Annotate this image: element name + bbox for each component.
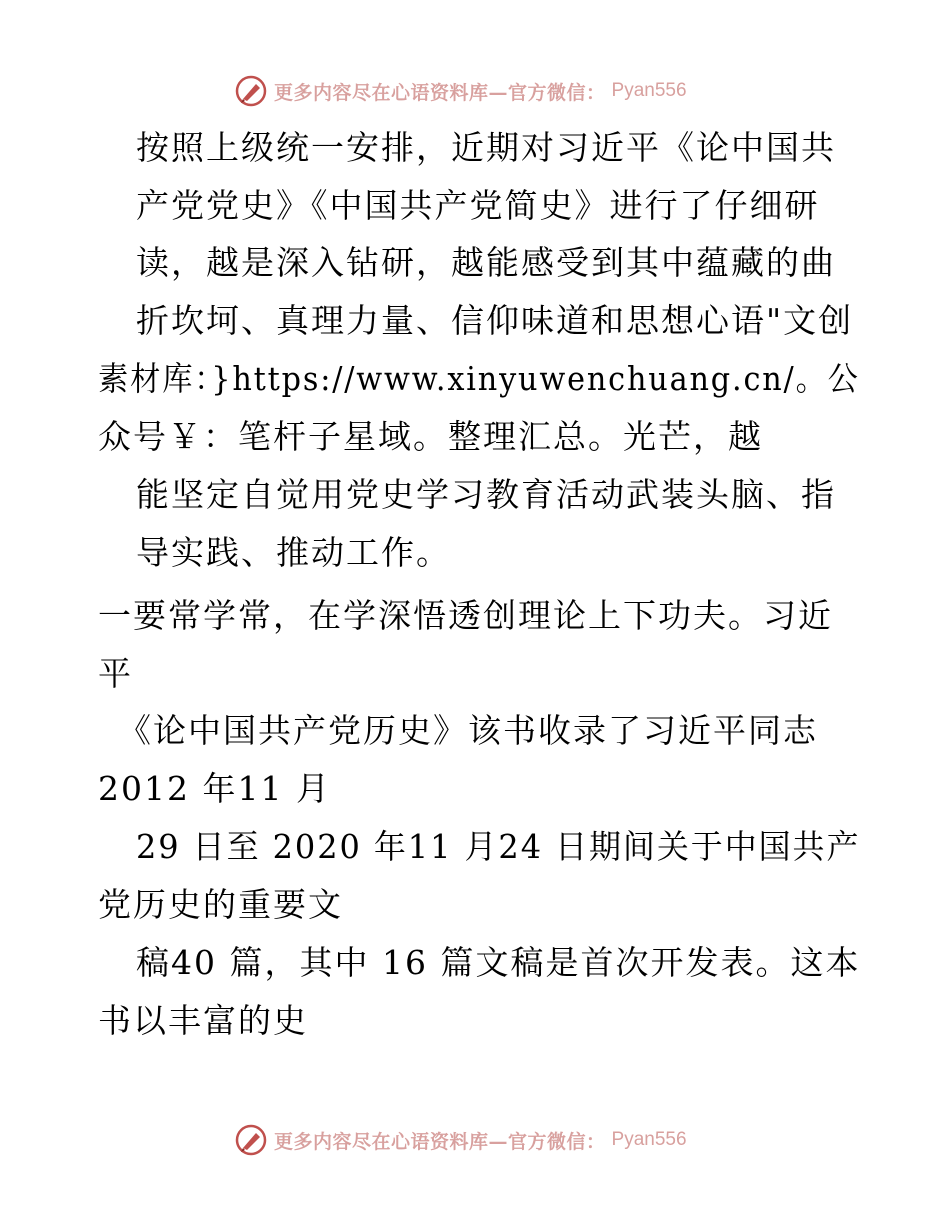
text-line: 书以丰富的史 (98, 1001, 308, 1040)
text-line: 能坚定自觉用党史学习教育活动武装头脑、指 (136, 475, 836, 514)
text-line: 《论中国共产党历史》该书收录了习近平同志 (118, 711, 818, 750)
text-line: 折坎坷、真理力量、信仰味道和思想心语"文创 (136, 301, 854, 340)
footer-watermark (234, 1122, 687, 1158)
pen-logo-icon (234, 1123, 268, 1157)
text-line: 党历史的重要文 (98, 885, 343, 924)
watermark-text: 更多内容尽在心语资料库—官方微信： (274, 1130, 606, 1153)
text-line: 一要常学常，在学深悟透创理论上下功夫。习近 (98, 596, 833, 635)
header-watermark (234, 73, 687, 109)
watermark-text: 更多内容尽在心语资料库—官方微信： (274, 81, 606, 104)
text-line: 平 (98, 654, 133, 693)
text-line: 素材库：}https://www.xinyuwenchuang.cn/。公 (98, 359, 860, 398)
text-line: 读，越是深入钻研，越能感受到其中蕴藏的曲 (136, 243, 836, 282)
text-line: 2012 年11 月 (98, 769, 331, 808)
text-line: 产党党史》《中国共产党简史》进行了仔细研 (136, 186, 820, 225)
text-line: 按照上级统一安排，近期对习近平《论中国共 (136, 128, 836, 167)
watermark-wechat-id: Pyan556 (611, 1129, 687, 1150)
text-line: 稿40 篇，其中 16 篇文稿是首次开发表。这本 (136, 943, 861, 982)
text-line: 导实践、推动工作。 (136, 533, 451, 572)
watermark-wechat-id: Pyan556 (611, 80, 687, 101)
pen-logo-icon (234, 74, 268, 108)
text-line: 29 日至 2020 年11 月24 日期间关于中国共产 (136, 827, 861, 866)
text-line: 众号￥：笔杆子星域。整理汇总。光芒，越 (98, 417, 763, 456)
